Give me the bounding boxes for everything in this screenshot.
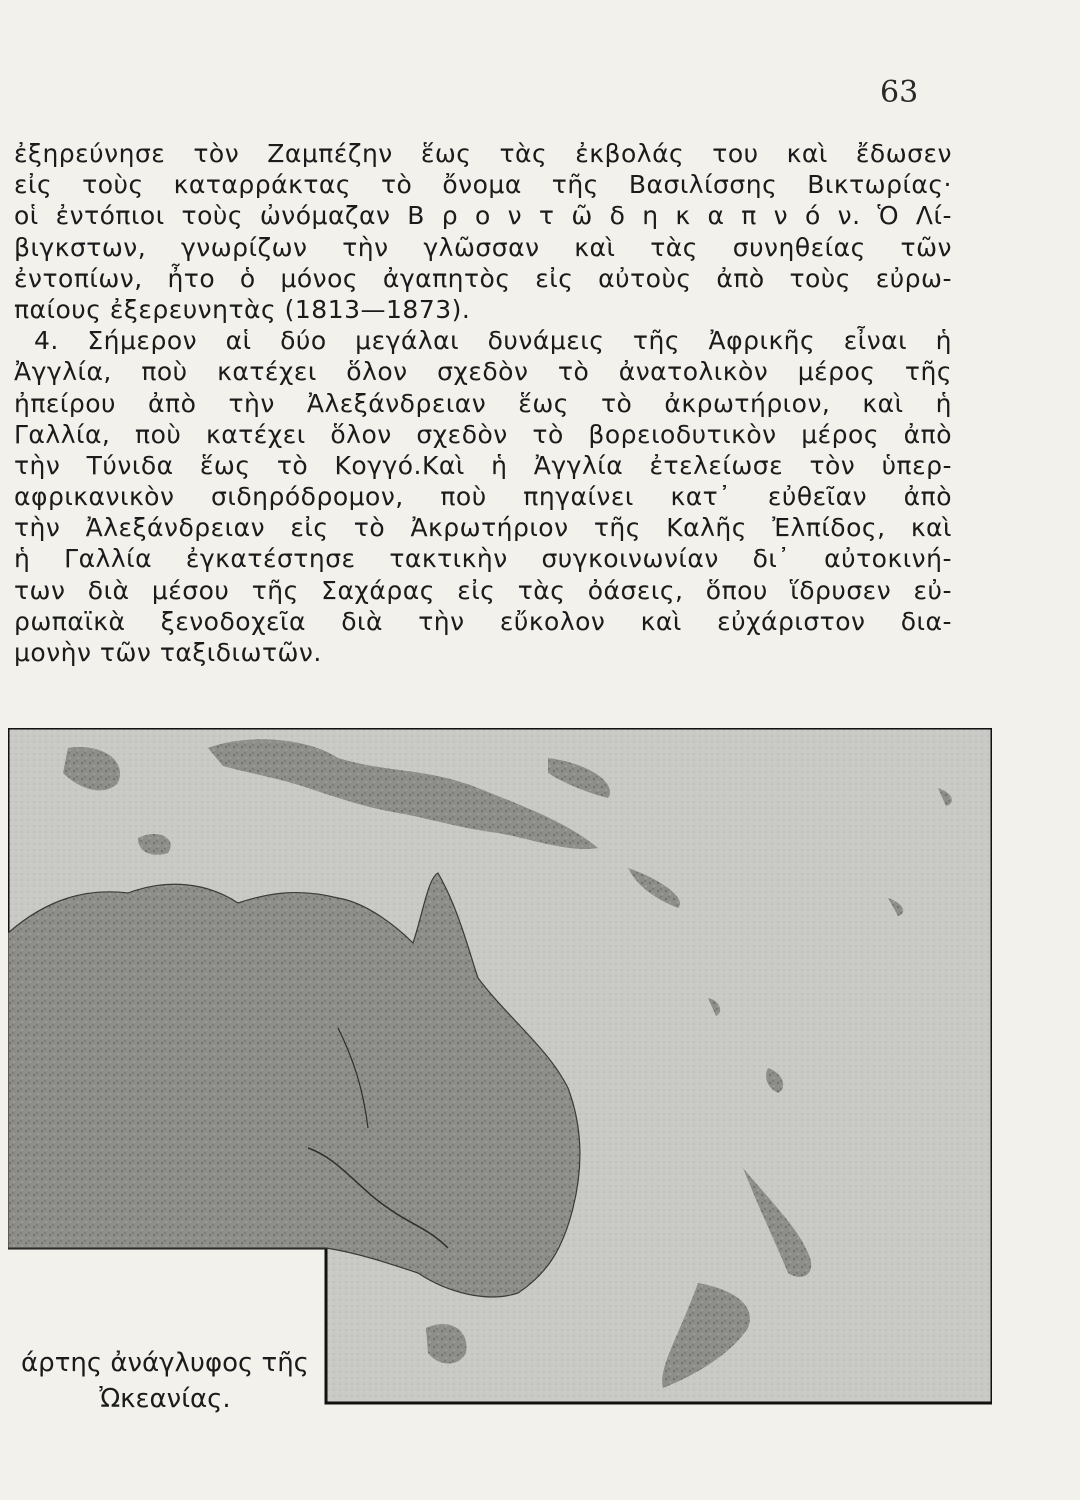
text-line: Γαλλία, ποὺ κατέχει ὅλον σχεδὸν τὸ βορειοδυτικὸν μέρος ἀπὸ	[14, 419, 952, 449]
caption-line: άρτης ἀνάγλυφος τῆς	[21, 1348, 309, 1378]
page-number: 63	[880, 75, 919, 110]
text-line: ρωπαϊκὰ ξενοδοχεῖα διὰ τὴν εὔκολον καὶ εὐχάριστον δια-	[14, 606, 952, 636]
figure-caption	[0, 1345, 330, 1417]
text-line: ἠπείρου ἀπὸ τὴν Ἀλεξάνδρειαν ἕως τὸ ἀκρωτήριον, καὶ ἡ	[14, 388, 952, 418]
text-line: τὴν Τύνιδα ἕως τὸ Κογγό.Καὶ ἡ Ἀγγλία ἐτελείωσε τὸν ὑπερ-	[14, 450, 952, 480]
relief-map-figure	[8, 728, 992, 1423]
text-line: ἐξηρεύνησε τὸν Ζαμπέζην ἕως τὰς ἐκβολάς του καὶ ἔδωσεν	[14, 139, 952, 168]
text-line: μονὴν τῶν ταξιδιωτῶν.	[14, 638, 322, 667]
text-line: εἰς τοὺς καταρράκτας τὸ ὄνομα τῆς Βασιλίσσης Βικτωρίας·	[14, 170, 952, 200]
text-line: τὴν Ἀλεξάνδρειαν εἰς τὸ Ἀκρωτήριον τῆς Καλῆς Ἐλπίδος, καὶ	[14, 513, 952, 543]
paragraph-4-start: 4. Σήμερον αἱ δύο μεγάλαι δυνάμεις τῆς Ἀφρικῆς εἶναι ἡ	[34, 326, 952, 356]
body-text	[14, 138, 952, 668]
text-line: αφρικανικὸν σιδηρόδρομον, ποὺ πηγαίνει κατ᾽ εὐθεῖαν ἀπὸ	[14, 482, 952, 512]
text-line: των διὰ μέσου τῆς Σαχάρας εἰς τὰς ὀάσεις, ὅπου ἵδρυσεν εὐ-	[14, 575, 952, 605]
text-line: οἱ ἐντόπιοι τοὺς ὠνόμαζαν Β ρ ο ν τ ῶ δ η κ α π ν ό ν. Ὁ Λί-	[14, 201, 952, 231]
text-line: παίους ἐξερευνητὰς (1813—1873).	[14, 294, 471, 324]
text-line: ἐντοπίων, ἦτο ὁ μόνος ἀγαπητὸς εἰς αὐτοὺς ἀπὸ τοὺς εὐρω-	[14, 263, 952, 293]
caption-line: Ὠκεανίας.	[99, 1384, 231, 1414]
text-line: βιγκστων, γνωρίζων τὴν γλῶσσαν καὶ τὰς συνηθείας τῶν	[14, 232, 952, 262]
text-line: Ἀγγλία, ποὺ κατέχει ὅλον σχεδὸν τὸ ἀνατολικὸν μέρος τῆς	[14, 357, 952, 387]
relief-map	[8, 728, 992, 1423]
text-line: ἡ Γαλλία ἐγκατέστησε τακτικὴν συγκοινωνίαν δι᾽ αὐτοκινή-	[14, 544, 952, 574]
